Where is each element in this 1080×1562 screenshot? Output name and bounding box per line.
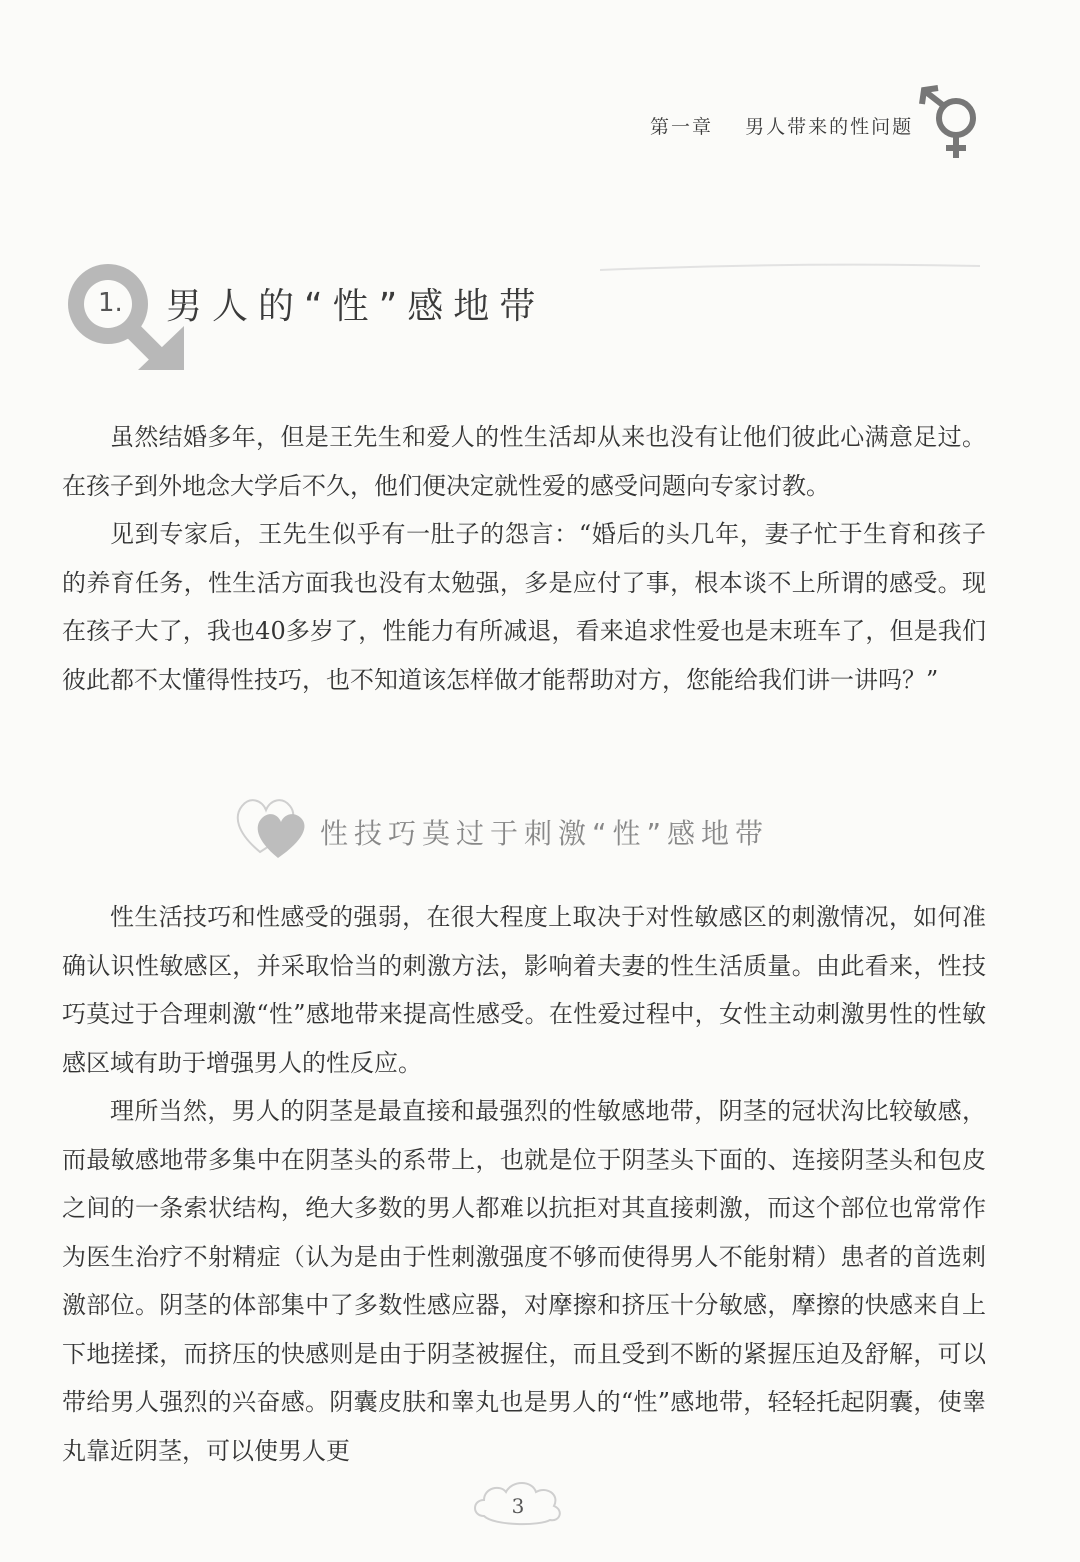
page-number: 3 <box>511 1494 525 1518</box>
running-header <box>650 112 913 139</box>
hearts-icon <box>232 786 312 862</box>
male-female-symbol-icon <box>918 82 988 162</box>
decorative-line <box>600 262 980 274</box>
subheading: 性技巧莫过于刺激“性”感地带 <box>320 817 770 850</box>
body-paragraph: 性生活技巧和性感受的强弱，在很大程度上取决于对性敏感区的刺激情况，如何准确认识性敏感区，并采取恰当的刺激方法，影响着夫妻的性生活质量。由此看来，性技巧莫过于合理刺激“性”感地带来提高性感受。在性爱过程中，女性主动刺激男性的性敏感区域有助于增强男人的性反应。 <box>62 903 986 1077</box>
intro-paragraph: 见到专家后，王先生似乎有一肚子的怨言：“婚后的头几年，妻子忙于生育和孩子的养育任务，性生活方面我也没有太勉强，多是应付了事，根本谈不上所谓的感受。现在孩子大了，我也40多岁了，性能力有所减退，看来追求性爱也是末班车了，但是我们彼此都不太懂得性技巧，也不知道该怎样做才能帮助对方，您能给我们讲一讲吗？” <box>62 520 986 694</box>
chapter-number: 第一章 <box>650 116 714 138</box>
section-title: 男人的“性”感地带 <box>166 286 546 327</box>
body-paragraph: 理所当然，男人的阴茎是最直接和最强烈的性敏感地带，阴茎的冠状沟比较敏感，而最敏感地带多集中在阴茎头的系带上，也就是位于阴茎头下面的、连接阴茎头和包皮之间的一条索状结构，绝大多数的男人都难以抗拒对其直接刺激，而这个部位也常常作为医生治疗不射精症（认为是由于性刺激强度不够而使得男人不能射精）患者的首选刺激部位。阴茎的体部集中了多数性感应器，对摩擦和挤压十分敏感，摩擦的快感来自上下地搓揉，而挤压的快感则是由于阴茎被握住，而且受到不断的紧握压迫及舒解，可以带给男人强烈的兴奋感。阴囊皮肤和睾丸也是男人的“性”感地带，轻轻托起阴囊，使睾丸靠近阴茎，可以使男人更 <box>62 1097 986 1465</box>
intro-paragraph: 虽然结婚多年，但是王先生和爱人的性生活却从来也没有让他们彼此心满意足过。在孩子到外地念大学后不久，他们便决定就性爱的感受问题向专家讨教。 <box>62 423 986 500</box>
chapter-title: 男人带来的性问题 <box>745 116 914 138</box>
section-number: 1. <box>98 288 123 318</box>
